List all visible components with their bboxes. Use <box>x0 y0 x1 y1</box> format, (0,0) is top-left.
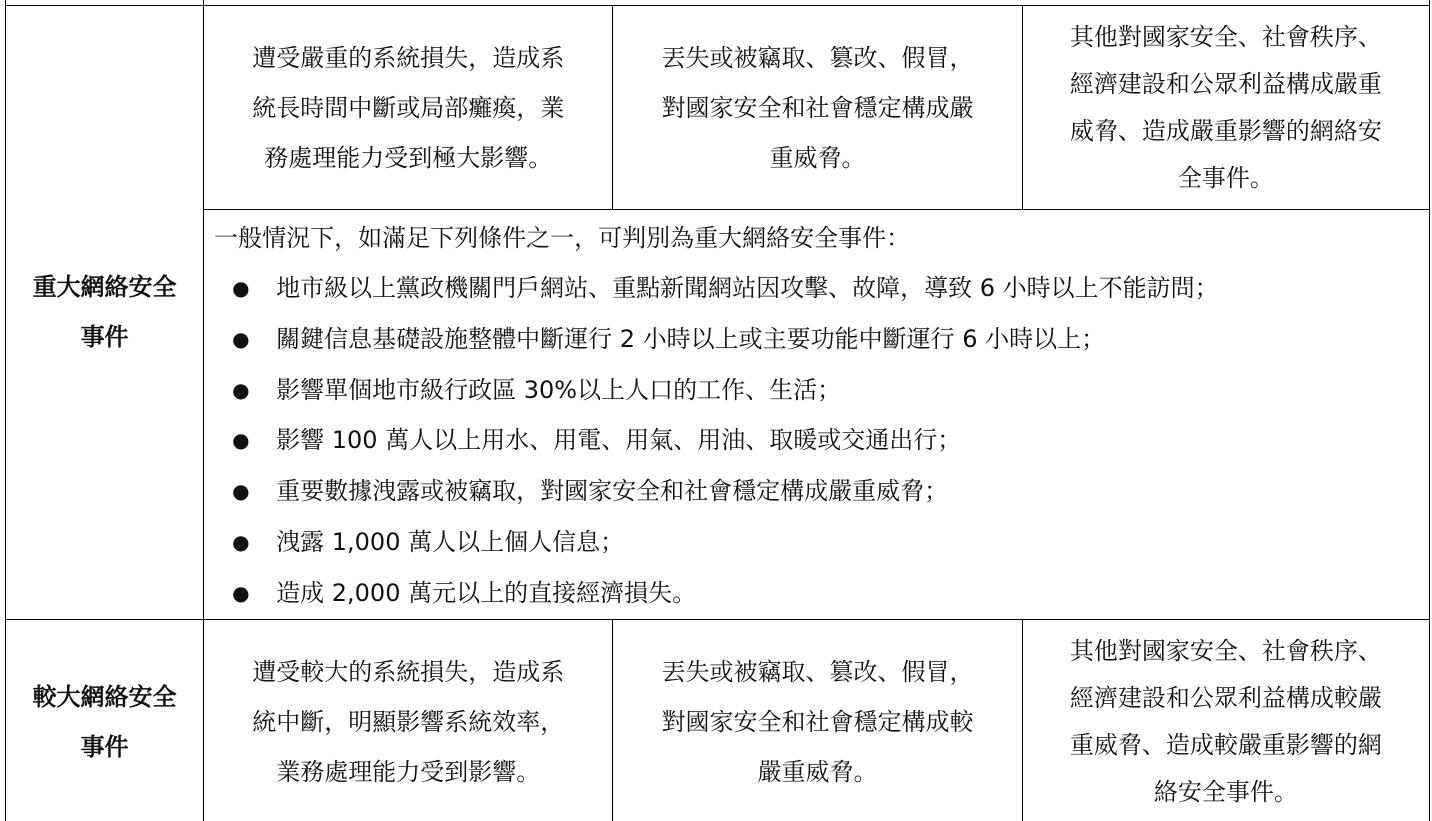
condition-item <box>214 517 1429 568</box>
bullet-icon: ● <box>232 377 250 402</box>
condition-text: 地市級以上黨政機關門戶網站、重點新聞網站因攻擊、故障，導致 6 小時以上不能訪問； <box>276 274 1219 302</box>
incident-classification-table <box>5 0 1430 821</box>
bullet-icon: ● <box>232 326 250 351</box>
condition-item <box>214 568 1429 619</box>
condition-item <box>214 263 1429 314</box>
larger-incident-label-line-2: 事件 <box>80 733 129 762</box>
condition-text: 洩露 1,000 萬人以上個人信息； <box>276 527 625 556</box>
major-other-impact-cell: 其他對國家安全、社會秩序、 經濟建設和公眾利益構成嚴重 威脅、造成嚴重影響的網絡安 全事件。 <box>1022 6 1429 210</box>
bullet-icon: ● <box>232 529 250 554</box>
bullet-icon: ● <box>232 479 250 504</box>
larger-incident-label <box>6 619 204 821</box>
major-incident-label-line-2: 事件 <box>80 323 129 352</box>
major-incident-conditions-row <box>6 210 1430 620</box>
condition-item <box>214 365 1429 416</box>
larger-incident-label-line-1: 較大網絡安全 <box>32 683 177 712</box>
condition-text: 影響單個地市級行政區 30%以上人口的工作、生活； <box>276 375 842 404</box>
major-conditions-list <box>214 263 1429 619</box>
condition-text: 關鍵信息基礎設施整體中斷運行 2 小時以上或主要功能中斷運行 6 小時以上； <box>276 324 1106 353</box>
major-incident-label-line-1: 重大網絡安全 <box>32 273 177 302</box>
major-conditions-cell <box>204 210 1430 620</box>
bullet-icon: ● <box>232 276 250 300</box>
condition-item <box>214 466 1429 517</box>
larger-system-impact-cell: 遭受較大的系統損失，造成系 統中斷，明顯影響系統效率， 業務處理能力受到影響。 <box>204 619 613 821</box>
bullet-icon: ● <box>232 428 250 453</box>
bullet-icon: ● <box>232 580 250 605</box>
major-conditions-intro: 一般情況下，如滿足下列條件之一，可判別為重大網絡安全事件： <box>214 224 911 252</box>
condition-text: 重要數據洩露或被竊取，對國家安全和社會穩定構成嚴重威脅； <box>276 477 949 506</box>
larger-other-impact-cell: 其他對國家安全、社會秩序、 經濟建設和公眾利益構成較嚴 重威脅、造成較嚴重影響的網 絡安全事件。 <box>1022 619 1429 821</box>
major-incident-criteria-row <box>6 6 1430 210</box>
larger-incident-row <box>6 619 1430 821</box>
condition-item <box>214 415 1429 466</box>
major-data-impact-cell: 丟失或被竊取、篡改、假冒， 對國家安全和社會穩定構成嚴 重威脅。 <box>613 6 1022 210</box>
major-system-impact-cell: 遭受嚴重的系統損失，造成系 統長時間中斷或局部癱瘓，業 務處理能力受到極大影響。 <box>204 6 613 210</box>
condition-text: 造成 2,000 萬元以上的直接經濟損失。 <box>276 578 697 607</box>
larger-data-impact-cell: 丟失或被竊取、篡改、假冒， 對國家安全和社會穩定構成較 嚴重威脅。 <box>613 619 1022 821</box>
major-incident-label <box>6 6 204 620</box>
condition-text: 影響 100 萬人以上用水、用電、用氣、用油、取暖或交通出行； <box>276 426 962 455</box>
condition-item <box>214 314 1429 365</box>
